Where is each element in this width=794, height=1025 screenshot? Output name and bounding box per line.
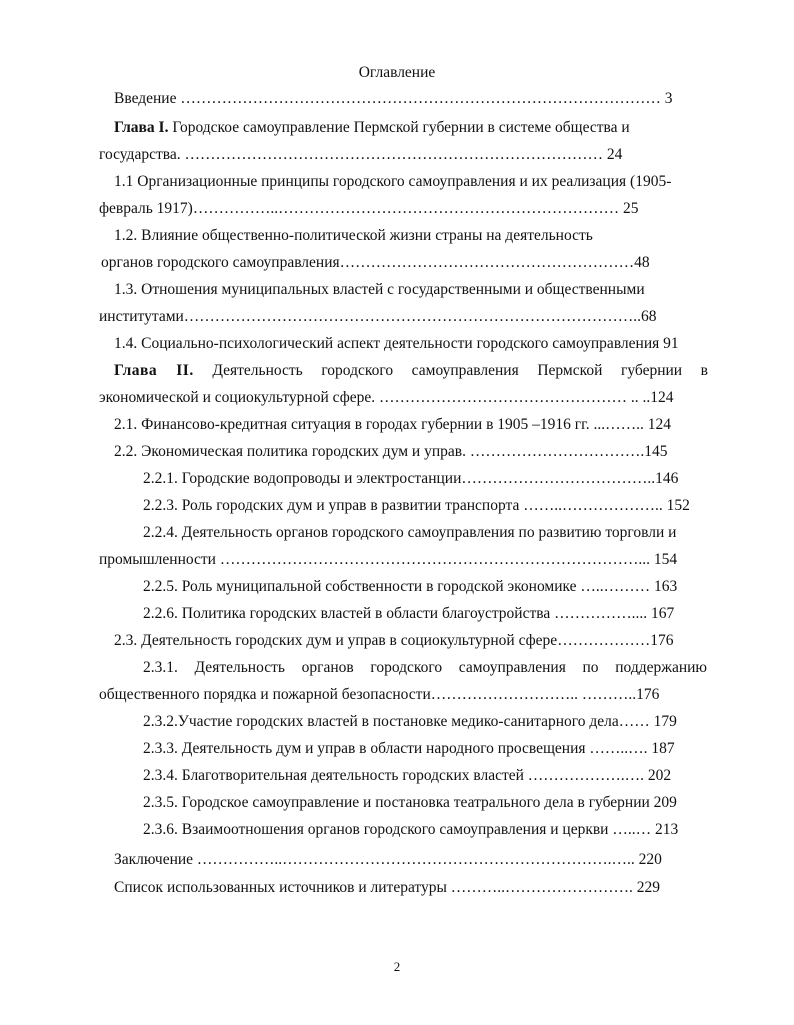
toc-entry-2-2-4: 2.2.4. Деятельность органов городского самоуправления по развитию торговли и	[143, 524, 677, 541]
toc-entry-2-2: 2.2. Экономическая политика городских дум и управ. …………………………….145	[114, 443, 668, 460]
toc-entry-1-2: 1.2. Влияние общественно-политической жизни страны на деятельность	[114, 227, 593, 244]
toc-entry-1-1: 1.1 Организационные принципы городского самоуправления и их реализация (1905-	[114, 173, 672, 190]
toc-entry-2-3: 2.3. Деятельность городских дум и управ в социокультурной сфере………………176	[114, 632, 674, 649]
toc-entry-1-2-cont: органов городского самоуправления…………………………………………………48	[101, 254, 650, 271]
chapter-title: Городское самоуправление Пермской губернии в системе общества и	[168, 119, 630, 136]
toc-entry-2-2-1: 2.2.1. Городские водопроводы и электростанции………………………………..146	[143, 470, 679, 487]
toc-entry-chapter-1	[114, 118, 698, 138]
toc-entry-1-4: 1.4. Социально-психологический аспект деятельности городского самоуправления 91	[114, 335, 679, 352]
toc-entry-2-3-1-cont: общественного порядка и пожарной безопасности……………………….. ………..176	[99, 686, 660, 703]
toc-title: Оглавление	[358, 64, 436, 81]
chapter-label: Глава II.	[114, 362, 194, 379]
toc-entry-chapter-2	[114, 361, 708, 381]
toc-entry-2-3-2: 2.3.2.Участие городских властей в постановке медико-санитарного дела…… 179	[143, 713, 677, 730]
toc-entry-introduction: Введение ………………………………………………………………………………… 3	[114, 90, 673, 107]
toc-entry-2-3-4: 2.3.4. Благотворительная деятельность городских властей ……………….…. 202	[143, 767, 672, 784]
toc-entry-1-3-cont: институтами……………………………………………………………………………..68	[99, 308, 657, 325]
page-number: 2	[393, 959, 401, 974]
chapter-label: Глава I.	[114, 119, 169, 136]
toc-entry-2-2-4-cont: промышленности ………………………………………………………………………... 154	[99, 551, 678, 568]
toc-entry-conclusion: Заключение ……………..……………………………………………………….….. 220	[114, 851, 662, 868]
toc-entry-2-2-6: 2.2.6. Политика городских властей в области благоустройства …………….... 167	[143, 605, 675, 622]
toc-entry-bibliography: Список использованных источников и литературы ………..……………………. 229	[114, 879, 661, 896]
toc-entry-2-2-3: 2.2.3. Роль городских дум и управ в развитии транспорта ……..……………….. 152	[143, 497, 690, 514]
toc-entry-2-2-5: 2.2.5. Роль муниципальной собственности в городской экономике …..……… 163	[143, 578, 678, 595]
toc-entry-1-1-cont: февраль 1917)……………..………………………………………………………… 25	[99, 200, 639, 217]
toc-entry-2-3-3: 2.3.3. Деятельность дум и управ в области народного просвещения ……..…. 187	[143, 740, 675, 757]
toc-entry-chapter-2-cont: экономической и социокультурной сфере. ………………………………………… .. ..124	[99, 389, 674, 406]
toc-entry-2-3-1: 2.3.1. Деятельность органов городского самоуправления по поддержанию	[143, 659, 707, 676]
toc-entry-1-3: 1.3. Отношения муниципальных властей с государственными и общественными	[114, 281, 645, 298]
toc-entry-2-1: 2.1. Финансово-кредитная ситуация в городах губернии в 1905 –1916 гг. ...…….. 124	[114, 416, 671, 433]
toc-entry-chapter-1-cont: государства. ……………………………………………………………………… 24	[99, 146, 623, 163]
toc-entry-2-3-5: 2.3.5. Городское самоуправление и постановка театрального дела в губернии 209	[143, 794, 677, 811]
chapter-title: Деятельность городского самоуправления Пермской губернии в	[212, 362, 708, 379]
toc-entry-2-3-6: 2.3.6. Взаимоотношения органов городского самоуправления и церкви …..… 213	[143, 821, 679, 838]
